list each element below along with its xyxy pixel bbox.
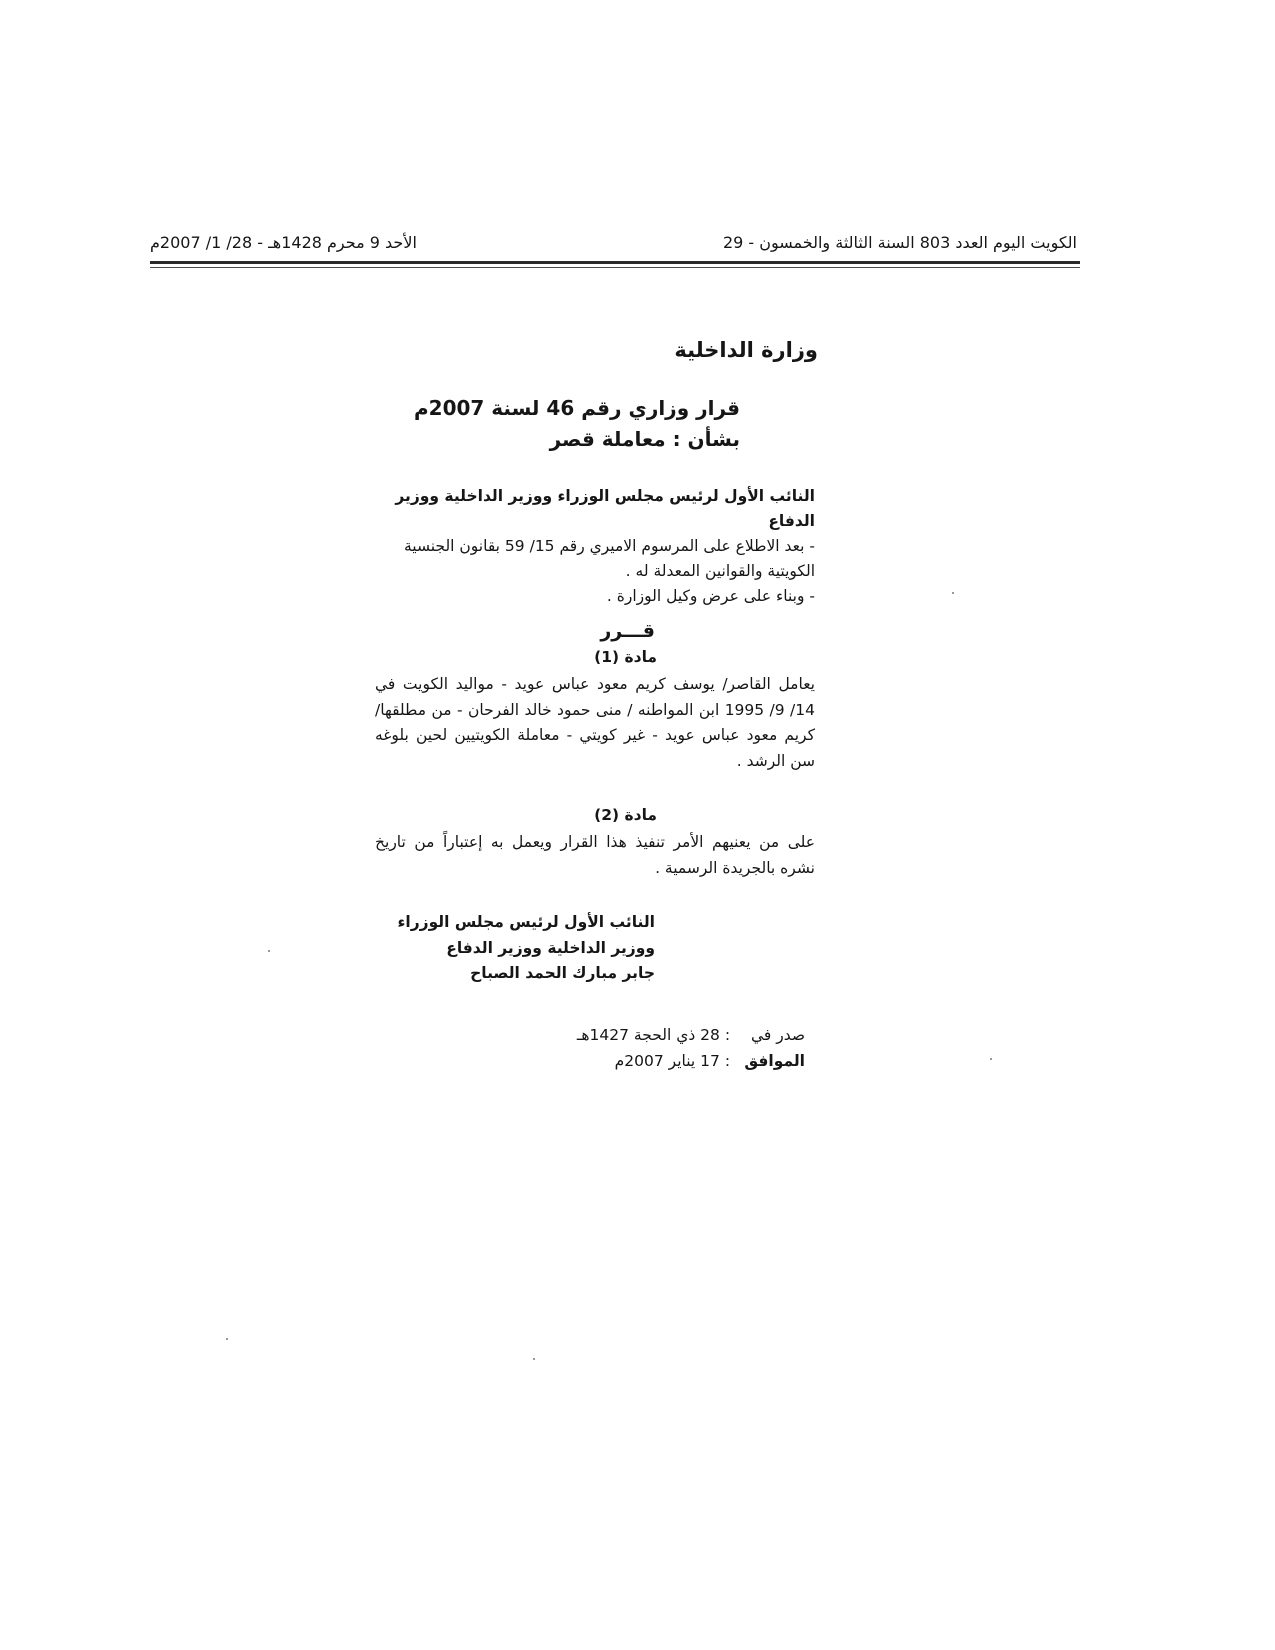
preamble-issuer: النائب الأول لرئيس مجلس الوزراء ووزير الداخلية ووزير الدفاع bbox=[395, 487, 815, 530]
article-1-heading: مادة (1) bbox=[594, 648, 657, 666]
decision-title: قرار وزاري رقم 46 لسنة 2007م bbox=[413, 396, 740, 420]
preamble bbox=[375, 484, 815, 609]
article-1-text: يعامل القاصر/ يوسف كريم معود عباس عويد - مواليد الكويت في 14/ 9/ 1995 ابن المواطنه / منى حمود خالد الفرحان - من مطلقها/ كريم معود عباس عويد - غير كويتي - معاملة الكويتيين لحين بلوغه سن الرشد . bbox=[375, 675, 815, 770]
preamble-line-2: - وبناء على عرض وكيل الوزارة . bbox=[606, 587, 815, 605]
header-rule-thick bbox=[150, 261, 1080, 264]
scan-speck bbox=[268, 950, 270, 952]
header-issue-info: الكويت اليوم العدد 803 السنة الثالثة والخمسون - 29 bbox=[722, 233, 1077, 252]
preamble-line-1: - بعد الاطلاع على المرسوم الاميري رقم 15/ 59 بقانون الجنسية الكويتية والقوانين المعدلة له . bbox=[403, 537, 815, 580]
issued-value: : 28 ذي الحجة 1427هـ bbox=[576, 1026, 731, 1044]
corresponding-label: الموافق bbox=[744, 1052, 805, 1070]
header-rule-thin bbox=[150, 267, 1080, 268]
signature-name: جابر مبارك الحمد الصباح bbox=[470, 964, 655, 982]
signature-title-2: ووزير الداخلية ووزير الدفاع bbox=[446, 938, 655, 957]
signature-block bbox=[398, 910, 656, 987]
article-2-heading: مادة (2) bbox=[594, 806, 657, 824]
article-2-text: على من يعنيهم الأمر تنفيذ هذا القرار ويعمل به إعتباراً من تاريخ نشره بالجريدة الرسمية . bbox=[375, 833, 815, 877]
decides-heading: قـــرر bbox=[600, 620, 655, 642]
scan-speck bbox=[990, 1058, 992, 1060]
issued-row bbox=[577, 1022, 805, 1048]
ministry-name: وزارة الداخلية bbox=[674, 338, 818, 362]
decision-subject: بشأن : معاملة قصر bbox=[549, 427, 740, 451]
header-date: الأحد 9 محرم 1428هـ - 28/ 1/ 2007م bbox=[150, 233, 417, 252]
signature-title-1: النائب الأول لرئيس مجلس الوزراء bbox=[397, 913, 655, 931]
corresponding-value: : 17 يناير 2007م bbox=[614, 1052, 731, 1070]
corresponding-row bbox=[577, 1048, 805, 1074]
issued-label: صدر في bbox=[750, 1026, 805, 1044]
scan-speck bbox=[952, 592, 954, 594]
issue-date-block bbox=[577, 1022, 805, 1074]
scan-speck bbox=[226, 1338, 228, 1340]
scan-speck bbox=[533, 1358, 535, 1360]
